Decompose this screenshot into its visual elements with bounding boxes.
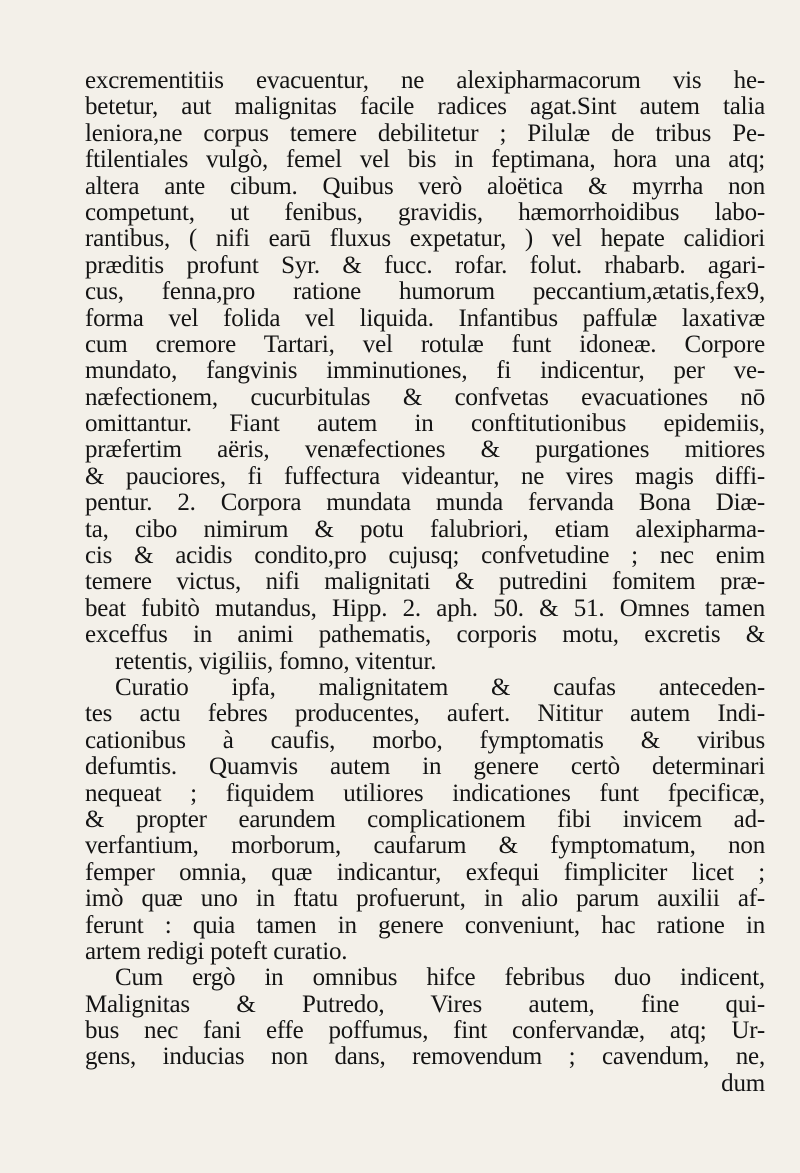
text-line: cis & acidis condito,pro cujusq; confvetudine ; nec enim bbox=[85, 543, 765, 570]
text-line: excrementitiis evacuentur, ne alexipharmacorum vis he- bbox=[85, 68, 765, 94]
text-line: omittantur. Fiant autem in conftitutionibus epidemiis, bbox=[85, 411, 765, 438]
text-line: ta, cibo nimirum & potu falubriori, etiam alexipharma- bbox=[85, 516, 765, 543]
text-line: & propter earundem complicationem fibi invicem ad- bbox=[85, 806, 765, 833]
text-line: præfertim aëris, venæfectiones & purgationes mitiores bbox=[85, 437, 765, 464]
text-line: tes actu febres producentes, aufert. Nititur autem Indi- bbox=[85, 701, 765, 728]
text-line: Curatio ipfa, malignitatem & caufas anteceden- bbox=[115, 674, 765, 701]
catchword: dum bbox=[721, 1070, 765, 1097]
text-line: femper omnia, quæ indicantur, exfequi fimpliciter licet ; bbox=[85, 859, 765, 886]
text-line: Malignitas & Putredo, Vires autem, fine qui- bbox=[85, 991, 765, 1018]
text-line: Cum ergò in omnibus hifce febribus duo indicent, bbox=[115, 965, 765, 992]
text-line: mundato, fangvinis imminutiones, fi indicentur, per ve- bbox=[85, 358, 765, 385]
text-line: temere victus, nifi malignitati & putredini fomitem præ- bbox=[85, 569, 765, 596]
text-line: retentis, vigiliis, fomno, vitentur. bbox=[115, 648, 437, 675]
text-line: forma vel folida vel liquida. Infantibus paffulæ laxativæ bbox=[85, 305, 765, 332]
text-line: imò quæ uno in ftatu profuerunt, in alio parum auxilii af- bbox=[85, 886, 765, 913]
text-line: defumtis. Quamvis autem in genere certò determinari bbox=[85, 754, 765, 781]
text-line: bus nec fani effe poffumus, fint confervandæ, atq; Ur- bbox=[85, 1018, 765, 1045]
text-line: artem redigi poteft curatio. bbox=[85, 938, 348, 965]
text-line: & pauciores, fi fuffectura videantur, ne vires magis diffi- bbox=[85, 463, 765, 490]
text-line: beat fubitò mutandus, Hipp. 2. aph. 50. & 51. Omnes tamen bbox=[85, 595, 765, 622]
text-line: ftilentiales vulgò, femel vel bis in feptimana, hora una atq; bbox=[85, 147, 765, 174]
text-line: cus, fenna,pro ratione humorum peccantium,ætatis,fex9, bbox=[85, 279, 765, 306]
text-line: verfantium, morborum, caufarum & fymptomatum, non bbox=[85, 833, 765, 860]
text-line: ferunt : quia tamen in genere conveniunt, hac ratione in bbox=[85, 912, 765, 939]
text-line: leniora,ne corpus temere debilitetur ; Pilulæ de tribus Pe- bbox=[85, 120, 765, 147]
text-line: competunt, ut fenibus, gravidis, hæmorrhoidibus labo- bbox=[85, 199, 765, 226]
body-text bbox=[85, 68, 765, 1097]
text-line: præditis profunt Syr. & fucc. rofar. folut. rhabarb. agari- bbox=[85, 252, 765, 279]
text-line: næfectionem, cucurbitulas & confvetas evacuationes nō bbox=[85, 384, 765, 411]
text-line: cationibus à caufis, morbo, fymptomatis & viribus bbox=[85, 727, 765, 754]
text-line: nequeat ; fiquidem utiliores indicationes funt fpecificæ, bbox=[85, 780, 765, 807]
text-line: rantibus, ( nifi earū fluxus expetatur, ) vel hepate calidiori bbox=[85, 226, 765, 253]
text-line: gens, inducias non dans, removendum ; cavendum, ne, bbox=[85, 1044, 765, 1071]
text-line: pentur. 2. Corpora mundata munda fervanda Bona Diæ- bbox=[85, 490, 765, 517]
text-line: cum cremore Tartari, vel rotulæ funt idoneæ. Corpore bbox=[85, 331, 765, 358]
text-line: altera ante cibum. Quibus verò aloëtica & myrrha non bbox=[85, 173, 765, 200]
text-line: betetur, aut malignitas facile radices agat.Sint autem talia bbox=[85, 94, 765, 121]
text-line: exceffus in animi pathematis, corporis motu, excretis & bbox=[85, 622, 765, 649]
